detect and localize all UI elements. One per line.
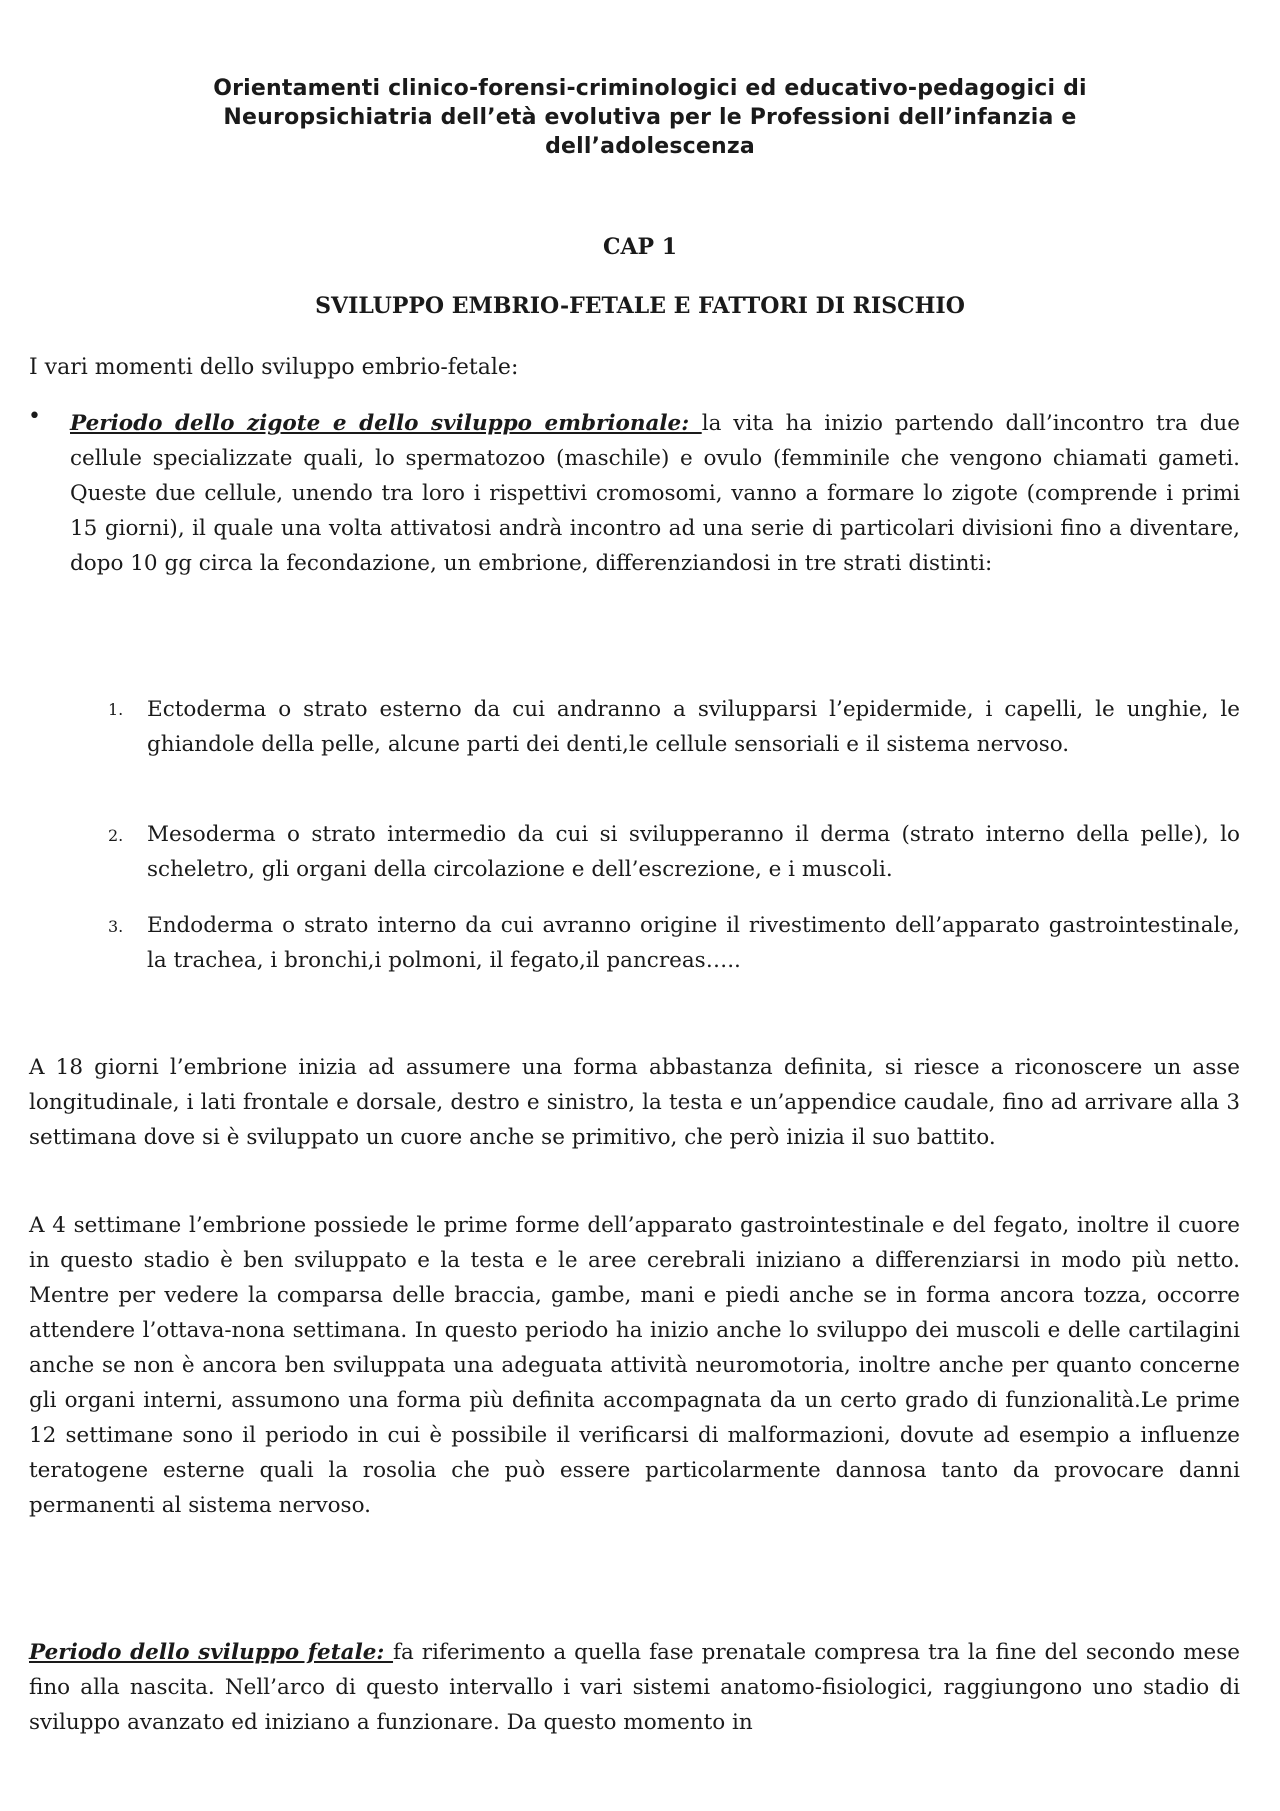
list-item-3: Endoderma o strato interno da cui avranno origine il rivestimento dell’apparato gastrointestinale, la trachea, i bronchi,i polmoni, il fegato,il pancreas….. (147, 913, 1240, 973)
paragraph-18-giorni: A 18 giorni l’embrione inizia ad assumere una forma abbastanza definita, si riesce a riconoscere un asse longitudinale, i lati frontale e dorsale, destro e sinistro, la testa e un’appendice caudale, fino ad arrivare alla 3 settimana dove si è sviluppato un cuore anche se primitivo, che però inizia il suo battito. (29, 1055, 1240, 1150)
list-item-1: Ectoderma o strato esterno da cui andranno a svilupparsi l’epidermide, i capelli, le unghie, le ghiandole della pelle, alcune parti dei denti,le cellule sensoriali e il sistema nervoso. (147, 697, 1240, 757)
paragraph-4-settimane: A 4 settimane l’embrione possiede le prime forme dell’apparato gastrointestinale e del fegato, inoltre il cuore in questo stadio è ben sviluppato e la testa e le aree cerebrali iniziano a differenziarsi in modo più netto. Mentre per vedere la comparsa delle braccia, gambe, mani e piedi anche se in forma ancora tozza, occorre attendere l’ottava-nona settimana. In questo periodo ha inizio anche lo sviluppo dei muscoli e delle cartilagini anche se non è ancora ben sviluppata una adeguata attività neuromotoria, inoltre anche per quanto concerne gli organi interni, assumono una forma più definita accompagnata da un certo grado di funzionalità.Le prime 12 settimane sono il periodo in cui è possibile il verificarsi di malformazioni, dovute ad esempio a influenze teratogene esterne quali la rosolia che può essere particolarmente dannosa tanto da provocare danni permanenti al sistema nervoso. (29, 1213, 1240, 1518)
chapter-title: SVILUPPO EMBRIO-FETALE E FATTORI DI RISCHIO (315, 293, 965, 319)
title-line-2: Neuropsichiatria dell’età evolutiva per le Professioni dell’infanzia e (223, 105, 1077, 130)
bullet-icon: • (28, 404, 41, 429)
fetale-text: fa riferimento a quella fase prenatale compresa tra la fine del secondo mese fino alla nascita. Nell’arco di questo intervallo i vari sistemi anatomo-fisiologici, raggiungono uno stadio di sviluppo avanzato ed iniziano a funzionare. Da questo momento in (29, 1640, 1240, 1735)
list-item-2: Mesoderma o strato intermedio da cui si svilupperanno il derma (strato interno della pelle), lo scheletro, gli organi della circolazione e dell’escrezione, e i muscoli. (147, 822, 1240, 882)
list-number-2: 2. (108, 826, 124, 845)
document-title (150, 74, 1150, 161)
bullet-text: la vita ha inizio partendo dall’incontro tra due cellule specializzate quali, lo spermatozoo (maschile) e ovulo (femminile che vengono chiamati gameti. Queste due cellule, unendo tra loro i rispettivi cromosomi, vanno a formare lo zigote (comprende i primi 15 giorni), il quale una volta attivatosi andrà incontro ad una serie di particolari divisioni fino a diventare, dopo 10 gg circa la fecondazione, un embrione, differenziandosi in tre strati distinti: (70, 411, 1240, 576)
bullet-lead: Periodo dello zigote e dello sviluppo embrionale: (70, 411, 702, 436)
intro-text: I vari momenti dello sviluppo embrio-fetale: (29, 355, 519, 380)
paragraph-fetale (29, 1635, 1240, 1740)
fetale-lead: Periodo dello sviluppo fetale: (29, 1640, 394, 1665)
list-number-1: 1. (108, 700, 124, 719)
bullet-paragraph (70, 406, 1240, 581)
title-line-1: Orientamenti clinico-forensi-criminologici ed educativo-pedagogici di (213, 76, 1087, 101)
chapter-number: CAP 1 (602, 234, 678, 260)
list-number-3: 3. (108, 917, 124, 936)
title-line-3: dell’adolescenza (545, 134, 755, 159)
